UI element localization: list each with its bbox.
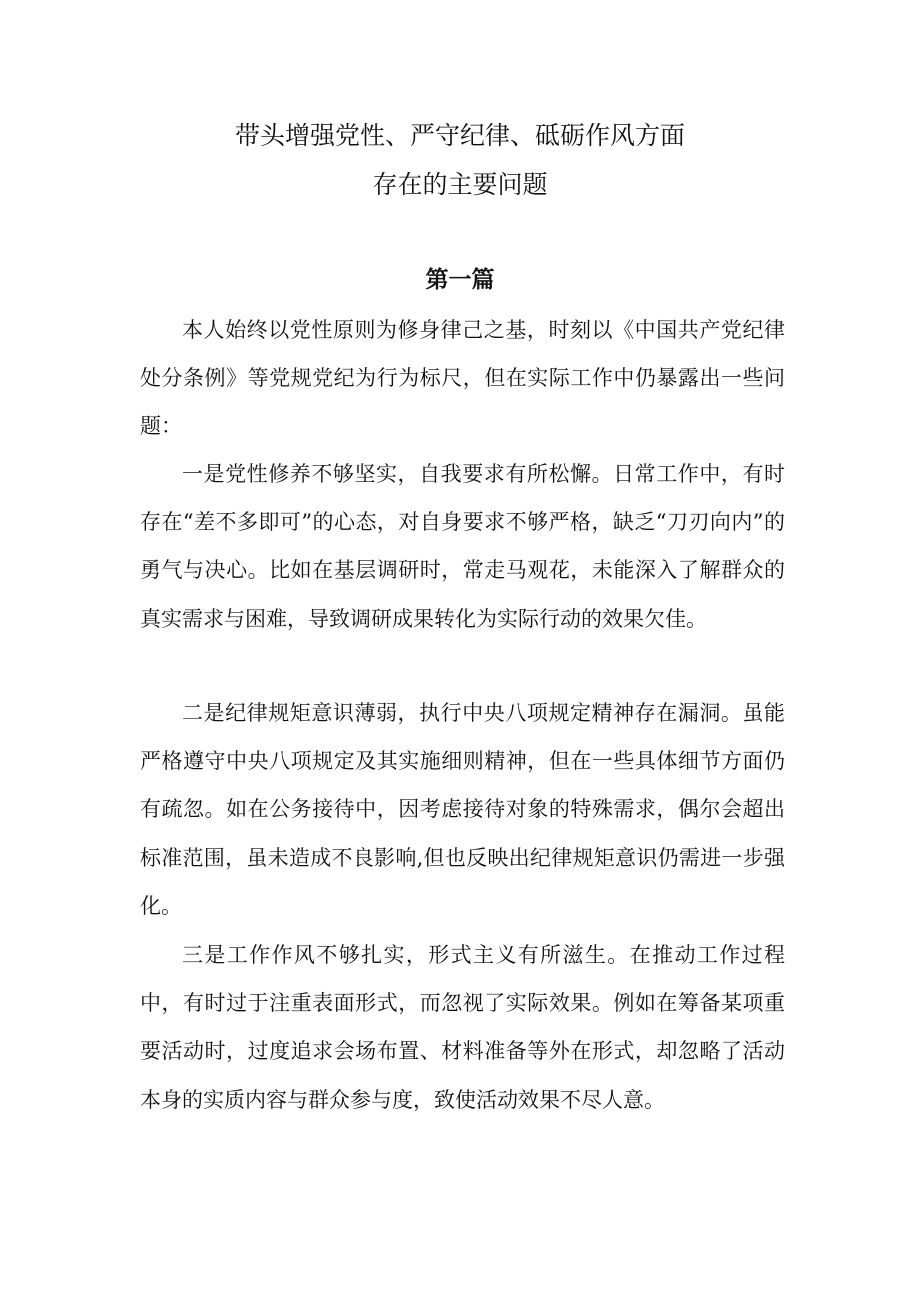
document-title-line-1: 带头增强党性、严守纪律、砥砺作风方面 [234, 121, 685, 150]
paragraph-issue-3: 三是工作作风不够扎实，形式主义有所滋生。在推动工作过程中，有时过于注重表面形式，而忽视了实际效果。例如在筹备某项重要活动时，过度追求会场布置、材料准备等外在形式，却忽略了活动本身的实质内容与群众参与度，致使活动效果不尽人意。 [140, 943, 785, 1112]
paragraph-issue-2: 二是纪律规矩意识薄弱，执行中央八项规定精神存在漏洞。虽能严格遵守中央八项规定及其实施细则精神，但在一些具体细节方面仍有疏忽。如在公务接待中，因考虑接待对象的特殊需求，偶尔会超出标准范围，虽未造成不良影响,但也反映出纪律规矩意识仍需进一步强化。 [140, 701, 785, 918]
document-title-line-2: 存在的主要问题 [372, 170, 548, 199]
paragraph-issue-1: 一是党性修养不够坚实，自我要求有所松懈。日常工作中，有时存在“差不多即可”的心态，对自身要求不够严格，缺乏“刀刃向内”的勇气与决心。比如在基层调研时，常走马观花，未能深入了解群众的真实需求与困难，导致调研成果转化为实际行动的效果欠佳。 [140, 462, 785, 631]
section-heading: 第一篇 [425, 267, 495, 293]
paragraph-intro: 本人始终以党性原则为修身律己之基，时刻以《中国共产党纪律处分条例》等党规党纪为行为标尺，但在实际工作中仍暴露出一些问题： [140, 318, 785, 439]
